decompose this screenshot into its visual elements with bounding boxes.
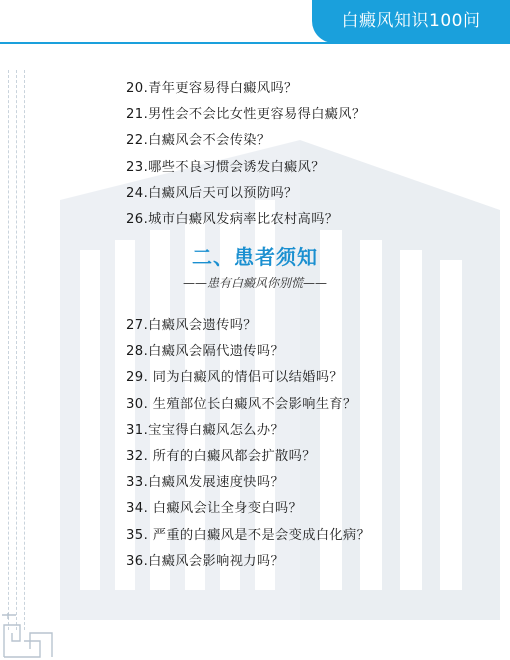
left-dashed-rule <box>24 70 25 630</box>
question-item: 36.白癜风会影响视力吗？ <box>126 553 285 569</box>
question-item: 23.哪些不良习惯会诱发白癜风？ <box>126 159 325 175</box>
section-title: 二、患者须知 <box>192 245 318 269</box>
question-item: 32. 所有的白癜风都会扩散吗？ <box>126 448 316 464</box>
question-item: 20.青年更容易得白癜风吗？ <box>126 81 298 96</box>
question-item: 28.白癜风会隔代遗传吗？ <box>126 344 285 360</box>
question-item: 21.男性会不会比女性更容易得白癜风？ <box>126 107 366 123</box>
question-item: 26.城市白癜风发病率比农村高吗？ <box>126 211 339 227</box>
left-dashed-rule <box>8 70 9 630</box>
question-list-part1 <box>126 76 366 233</box>
question-item: 24.白癜风后天可以预防吗？ <box>126 185 298 201</box>
question-item: 27.白癜风会遗传吗？ <box>126 318 257 333</box>
header-title: 白癜风知识100问 <box>312 0 510 43</box>
question-item: 22.白癜风会不会传染？ <box>126 133 271 149</box>
question-item: 31.宝宝得白癜风怎么办？ <box>126 422 285 438</box>
question-item: 33.白癜风发展速度快吗？ <box>126 475 285 491</box>
fret-corner-ornament <box>0 605 60 660</box>
question-list-part2 <box>126 313 370 575</box>
question-item: 34. 白癜风会让全身变白吗？ <box>126 501 303 517</box>
question-item: 29. 同为白癜风的情侣可以结婚吗？ <box>126 370 343 386</box>
question-item: 30. 生殖部位长白癜风不会影响生育？ <box>126 396 357 412</box>
question-item: 35. 严重的白癜风是不是会变成白化病？ <box>126 527 371 543</box>
left-dashed-rule <box>16 70 17 630</box>
section-subtitle: ——患有白癜风你别慌—— <box>182 276 327 290</box>
